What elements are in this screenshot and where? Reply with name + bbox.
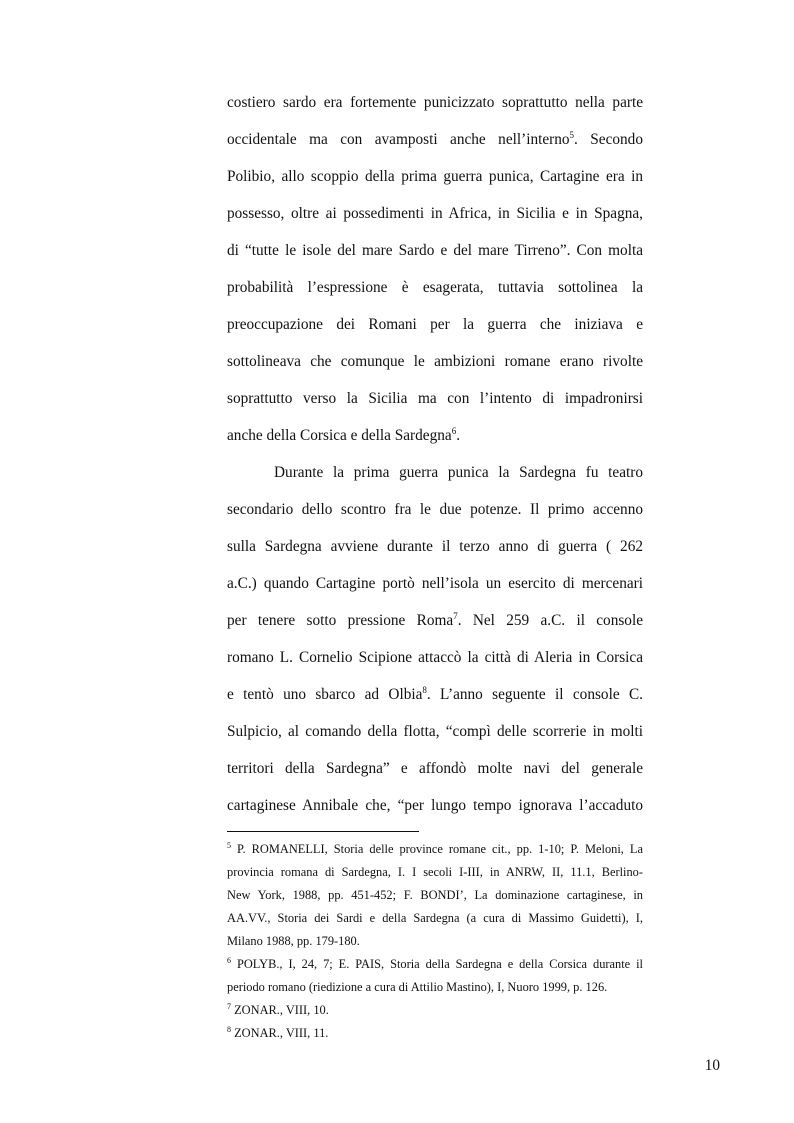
footnote-line: AA.VV., Storia dei Sardi e della Sardegna (a cura di Massimo Guidetti), I,	[227, 911, 643, 925]
body-line: romano L. Cornelio Scipione attaccò la città di Aleria in Corsica	[227, 649, 643, 666]
body-line: per tenere sotto pressione Roma$^7$. Nel 259 a.C. il console	[227, 610, 643, 629]
footnote-line: provincia romana di Sardegna, I. I secoli I-III, in ANRW, II, 11.1, Berlino-	[227, 865, 643, 879]
body-line: cartaginese Annibale che, “per lungo tempo ignorava l’accaduto	[227, 797, 643, 814]
footnote-line: $^7$ ZONAR., VIII, 10.	[227, 1001, 329, 1017]
footnote-line: $^6$ POLYB., I, 24, 7; E. PAIS, Storia della Sardegna e della Corsica durante il	[227, 955, 643, 971]
footnote-ref: 7	[453, 610, 458, 621]
body-line: e tentò uno sbarco ad Olbia$^8$. L’anno seguente il console C.	[227, 684, 643, 703]
footnote-line: periodo romano (riedizione a cura di Attilio Mastino), I, Nuoro 1999, p. 126.	[227, 980, 608, 994]
footnote-line: Milano 1988, pp. 179-180.	[227, 934, 360, 948]
body-line: preoccupazione dei Romani per la guerra che iniziava e	[227, 316, 643, 333]
body-line: possesso, oltre ai possedimenti in Africa, in Sicilia e in Spagna,	[227, 205, 643, 222]
footnote-line: $^8$ ZONAR., VIII, 11.	[227, 1024, 329, 1040]
footnote-ref: 5	[569, 129, 575, 140]
body-line: anche della Corsica e della Sardegna$^6$.	[227, 425, 461, 444]
body-line: sulla Sardegna avviene durante il terzo anno di guerra ( 262	[227, 538, 643, 555]
footnote-ref: 6	[451, 425, 457, 436]
footnote-line: $^5$ P. ROMANELLI, Storia delle province romane cit., pp. 1-10; P. Meloni, La	[227, 840, 643, 856]
body-line: di “tutte le isole del mare Sardo e del mare Tirreno”. Con molta	[227, 242, 643, 259]
body-line: Sulpicio, al comando della flotta, “compì delle scorrerie in molti	[227, 723, 643, 740]
body-line: a.C.) quando Cartagine portò nell’isola un esercito di mercenari	[227, 575, 643, 592]
body-line: sottolineava che comunque le ambizioni romane erano rivolte	[227, 353, 643, 370]
body-line: costiero sardo era fortemente punicizzato soprattutto nella parte	[227, 94, 643, 111]
body-line: Polibio, allo scoppio della prima guerra punica, Cartagine era in	[227, 168, 643, 185]
footnote-separator	[227, 831, 419, 832]
footnote-line: New York, 1988, pp. 451-452; F. BONDI’, La dominazione cartaginese, in	[227, 888, 643, 902]
body-line: secondario dello scontro fra le due potenze. Il primo accenno	[227, 501, 643, 518]
body-line: occidentale ma con avamposti anche nell’interno$^5$. Secondo	[227, 129, 643, 148]
body-line: Durante la prima guerra punica la Sardegna fu teatro	[274, 464, 643, 481]
body-line: soprattutto verso la Sicilia ma con l’intento di impadronirsi	[227, 390, 643, 407]
page-number: 10	[704, 1057, 720, 1074]
body-line: probabilità l’espressione è esagerata, tuttavia sottolinea la	[227, 279, 643, 296]
body-line: territori della Sardegna” e affondò molte navi del generale	[227, 760, 643, 777]
footnote-ref: 8	[422, 684, 427, 695]
